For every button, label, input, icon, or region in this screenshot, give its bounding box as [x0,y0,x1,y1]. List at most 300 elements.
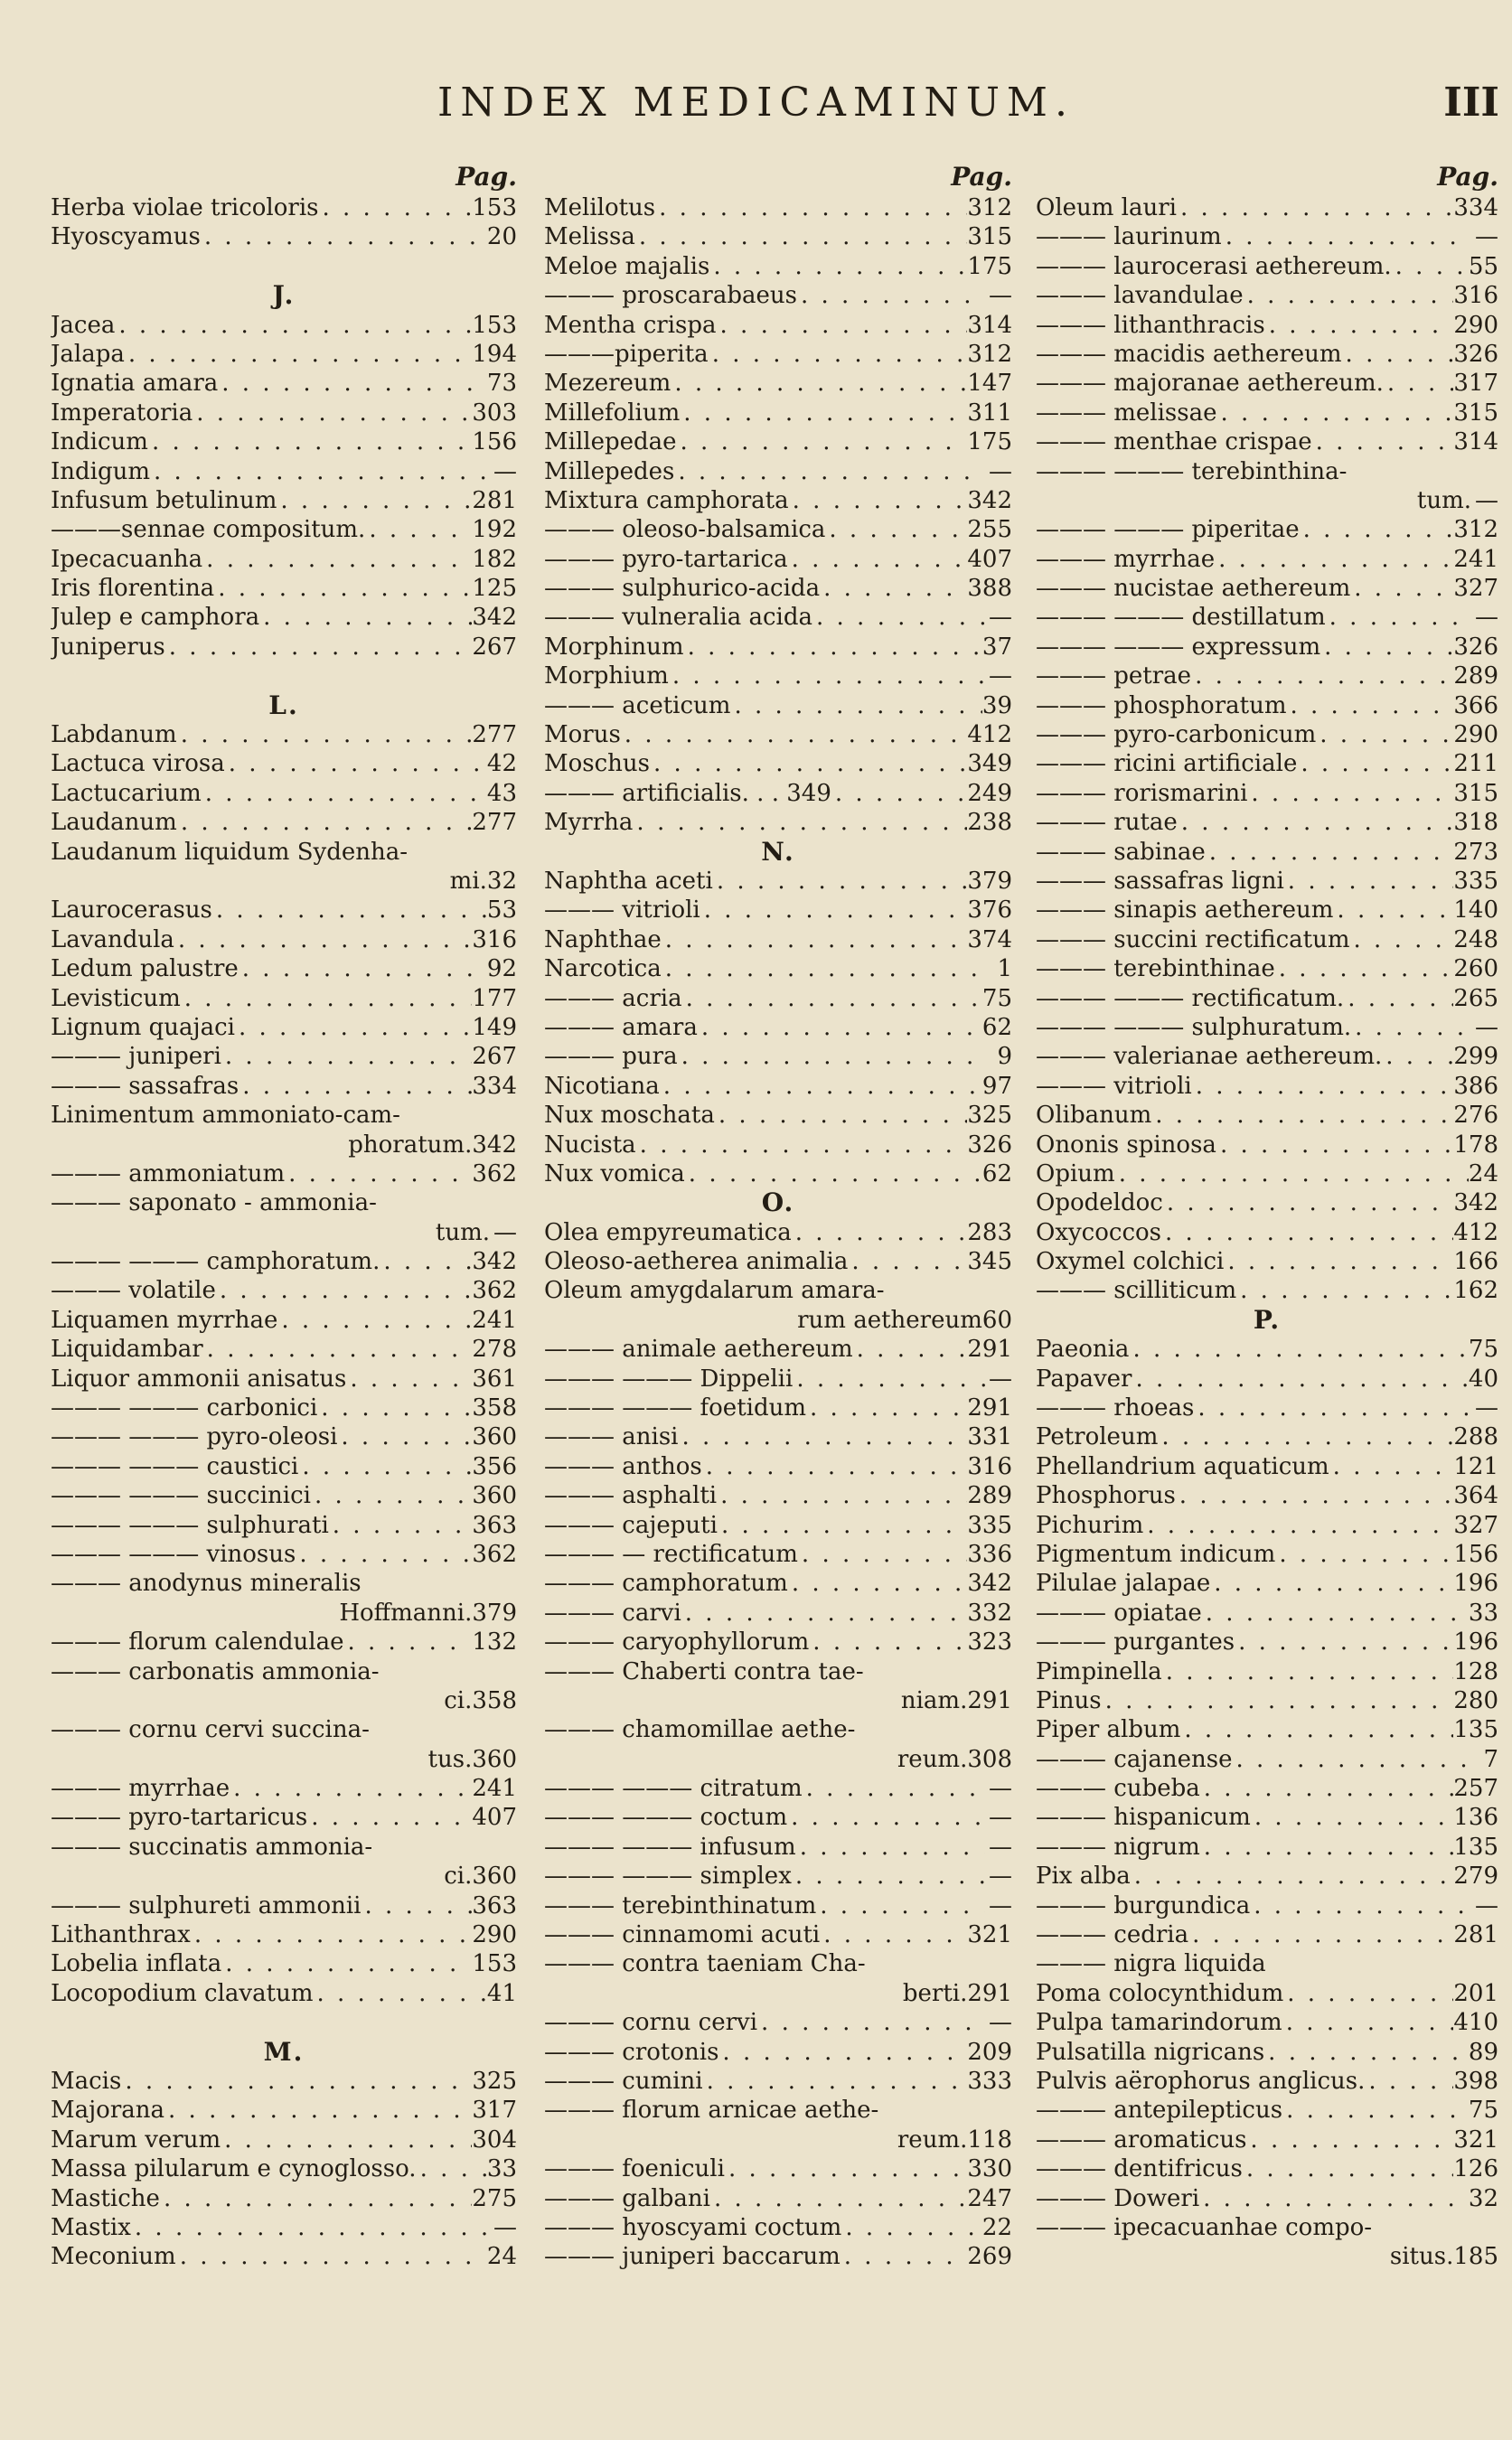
index-entry [1036,1188,1498,1217]
index-entry [544,1599,1012,1628]
entry-page-number: 315 [1453,779,1498,807]
entry-term: Locopodium clavatum [51,1979,314,2007]
entry-term: Lobelia inflata [51,1950,222,1978]
entry-page-number: 316 [472,925,517,953]
entry-page-number: 62 [981,1013,1012,1041]
entry-page-number: 334 [472,1072,517,1100]
entry-page-number: 41 [486,1979,517,2007]
entry-term: ——— cornu cervi succina- [51,1716,370,1744]
entry-term: ——— caryophyllorum [544,1628,810,1656]
entry-term: Naphtha aceti [544,867,713,895]
entry-term: ———piperita [544,340,709,368]
entry-page-number: 22 [981,2213,1012,2241]
entry-term: ——— ——— citratum [544,1775,803,1803]
dot-leader [1192,1072,1454,1101]
entry-term: ——— myrrhae [51,1775,230,1803]
index-entry [544,2213,1012,2242]
entry-page-number: 147 [967,370,1012,398]
index-entry [51,954,517,983]
entry-page-number: 281 [472,486,517,514]
index-entry [544,1715,1012,1744]
dot-leader [277,486,472,515]
entry-page-number: — [1475,604,1498,632]
index-entry [544,896,1012,924]
entry-term: ——— ——— rectificatum. [1036,984,1345,1012]
entry-term: Piper album [1036,1716,1181,1744]
entry-term: Nux vomica [544,1159,685,1187]
entry-page-number: 360 [472,1863,517,1891]
entry-page-number: 407 [472,1804,517,1832]
entry-term: Millefolium [544,399,681,427]
index-entry [544,1013,1012,1042]
entry-page-number: 192 [472,516,517,544]
entry-page-number: — [1475,1891,1498,1919]
entry-page-number: 290 [1453,311,1498,339]
entry-term: ——— pyro-tartarica [544,545,788,573]
entry-term: ——— nucistae aethereum [1036,575,1351,603]
dot-leader [1246,2126,1453,2154]
dot-leader [788,1569,968,1598]
entry-term: ——— aceticum [544,691,731,719]
entry-term: ——— sulphurico-acida [544,575,821,603]
dot-leader [417,2154,487,2183]
entry-term: ———sennae compositum. [51,516,366,544]
entry-term: Pichurim [1036,1511,1144,1539]
dot-leader [1333,896,1453,924]
section-letter-heading: P. [1253,1304,1282,1335]
index-entry [1036,984,1498,1013]
entry-page-number: 388 [967,575,1012,603]
entry-page-number: 326 [1453,633,1498,661]
dot-leader [193,399,472,427]
index-entry [544,984,1012,1013]
index-entry [1036,603,1498,632]
index-entry-continuation [544,1979,1012,2008]
dot-leader [165,633,473,662]
dot-leader [717,1481,967,1510]
index-entry [544,2096,1012,2125]
entry-term: ——— ——— infusum [544,1833,796,1861]
entry-page-number: 53 [486,896,517,924]
dot-leader [718,2038,967,2067]
index-entry [544,1042,1012,1071]
index-entry [544,1159,1012,1188]
index-entry [51,427,517,456]
index-entry [544,545,1012,574]
entry-page-number: 241 [472,1306,517,1334]
entry-term: ——— juniperi [51,1043,221,1071]
entry-term: Pinus [1036,1686,1102,1714]
entry-term: Laudanum liquidum Sydenha- [51,838,409,866]
index-entry [1036,2096,1498,2125]
index-entry [1036,515,1498,544]
index-entry [51,1569,517,1598]
index-entry [544,808,1012,837]
index-entry [1036,720,1498,749]
index-entry [1036,1422,1498,1451]
index-entry [544,1365,1012,1394]
index-entry [544,252,1012,281]
entry-term: reum. [897,1745,968,1773]
entry-page-number: 40 [1468,1365,1498,1393]
index-entry-continuation [1036,486,1498,515]
index-entry [544,691,1012,720]
entry-page-number: 335 [967,1511,1012,1539]
entry-term: ——— cubeba [1036,1775,1200,1803]
entry-term: ——— ——— caustici [51,1452,299,1480]
dot-leader [298,1452,472,1481]
index-entry [1036,369,1498,398]
dot-leader [636,1131,968,1159]
index-column-1 [51,161,517,2272]
index-entry [544,222,1012,251]
index-entry [51,2126,517,2154]
entry-term: ——— ——— pyro-oleosi [51,1423,338,1451]
entry-page-number: 276 [1453,1102,1498,1130]
entry-term: mi. [449,867,487,895]
dot-leader [797,281,985,310]
dot-leader [792,1862,985,1891]
index-entry [51,1365,517,1394]
entry-page-number: — [1475,1013,1498,1041]
entry-page-number: 149 [472,1013,517,1041]
index-entry [1036,1042,1498,1071]
entry-page-number: 75 [981,984,1012,1012]
dot-leader [655,193,967,222]
entry-term: Labdanum [51,721,177,749]
entry-page-number: 241 [472,1775,517,1803]
entry-term: ——— saponato - ammonia- [51,1189,377,1217]
entry-term: Julep e camphora [51,604,260,632]
index-entry [1036,1569,1498,1598]
entry-page-number: 312 [967,194,1012,221]
entry-page-number: — [493,457,517,485]
dot-leader [1320,633,1453,662]
entry-term: ——— ricini artificiale [1036,750,1298,778]
dot-leader [1350,574,1453,603]
entry-term: ——— macidis aethereum [1036,340,1342,368]
index-entry [544,427,1012,456]
entry-term: Majorana [51,2097,165,2125]
dot-leader [787,1803,985,1832]
dot-leader [1102,1686,1454,1715]
entry-page-number: 33 [1468,1599,1498,1627]
index-entry [51,838,517,867]
entry-term: Naphthae [544,925,662,953]
dot-leader [681,1599,968,1628]
index-entry [1036,1920,1498,1949]
dot-leader [1244,281,1454,310]
entry-page-number: 255 [967,516,1012,544]
index-entry [51,369,517,398]
entry-page-number: — [493,1218,517,1246]
index-entry [51,749,517,778]
index-entry [544,633,1012,662]
entry-page-number: 363 [472,1511,517,1539]
index-entry-continuation [51,1131,517,1159]
entry-term: rum aethereum [797,1306,982,1334]
entry-term: ——— cornu cervi [544,2009,758,2037]
entry-term: ——— anthos [544,1452,702,1480]
entry-page-number: 366 [1453,691,1498,719]
entry-term: ——— sulphureti ammonii [51,1891,362,1919]
entry-page-number: 360 [472,1745,517,1773]
entry-page-number: 364 [1453,1482,1498,1510]
dot-leader [650,749,967,778]
dot-leader [831,779,967,808]
entry-page-number: 241 [1453,545,1498,573]
index-entry [51,1511,517,1540]
dot-leader [709,340,968,369]
entry-term: Lignum quajaci [51,1013,235,1041]
entry-term: Macis [51,2068,122,2095]
entry-page-number: 323 [967,1628,1012,1656]
entry-page-number: 342 [967,486,1012,514]
dot-leader [710,2184,967,2213]
page-column-heading: Pag. [1437,162,1498,192]
entry-term: Marum verum [51,2126,221,2154]
entry-term: Paeonia [1036,1336,1130,1364]
dot-leader [816,1891,985,1920]
entry-term: ——— lavandulae [1036,282,1244,310]
entry-term: Pix alba [1036,1863,1131,1891]
dot-leader [1143,1511,1453,1540]
index-entry [1036,1657,1498,1686]
entry-term: Mixtura camphorata [544,486,789,514]
dot-leader [221,1949,472,1978]
entry-term: Liquor ammonii anisatus [51,1365,347,1393]
index-entry [1036,662,1498,690]
entry-page-number: 37 [981,633,1012,661]
index-entry [1036,1481,1498,1510]
index-entry-continuation [1036,2242,1498,2271]
entry-page-number: 33 [486,2155,517,2183]
index-entry [51,1101,517,1130]
dot-leader [1236,1276,1453,1305]
index-entry [51,1833,517,1862]
dot-leader [365,515,472,544]
entry-term: Olibanum [1036,1102,1152,1130]
entry-page-number: 247 [967,2184,1012,2212]
entry-term: berti. [902,1979,968,2007]
dot-leader [201,222,487,251]
index-entry [51,1891,517,1920]
dot-leader [730,691,981,720]
index-entry [544,457,1012,486]
dot-leader [313,1979,486,2008]
index-entry [1036,1686,1498,1715]
index-entry [51,1774,517,1803]
entry-term: Ipecacuanha [51,545,203,573]
index-entry [1036,281,1498,310]
entry-term: ——— carvi [544,1599,681,1627]
entry-page-number: — [989,662,1012,690]
entry-term: ——— ——— destillatum [1036,604,1326,632]
index-entry [1036,1833,1498,1862]
entry-page-number: — [989,1775,1012,1803]
dot-leader [1235,1628,1453,1656]
entry-page-number: 257 [1453,1775,1498,1803]
dot-leader [1284,867,1454,896]
dot-leader [1243,2154,1454,2183]
section-letter-heading: L. [268,690,299,720]
dot-leader [718,1511,967,1540]
entry-term: Oleum amygdalarum amara- [544,1277,885,1305]
entry-page-number: 196 [1453,1570,1498,1598]
entry-page-number: 201 [1453,1979,1498,2007]
dot-leader [1342,340,1454,369]
index-entry [51,633,517,662]
dot-leader [820,1920,967,1949]
index-entry [1036,1159,1498,1188]
index-entry [544,1891,1012,1920]
entry-term: reum. [897,2126,968,2154]
index-entry [1036,1365,1498,1394]
entry-page-number: 317 [472,2097,517,2125]
index-entry [544,2067,1012,2096]
index-entry [544,1218,1012,1247]
dot-leader [202,779,487,808]
entry-term: ——— valerianae aethereum. [1036,1043,1383,1071]
index-entry [544,1862,1012,1891]
entry-page-number: 356 [472,1452,517,1480]
entry-page-number: 289 [1453,662,1498,690]
dot-leader [698,1013,982,1042]
entry-page-number: 39 [981,691,1012,719]
entry-page-number: 162 [1453,1277,1498,1305]
entry-page-number: 290 [1453,721,1498,749]
index-entry [51,1013,517,1042]
index-entry [1036,1803,1498,1832]
entry-page-number: 412 [1453,1218,1498,1246]
entry-page-number: 135 [1453,1833,1498,1861]
entry-term: Mezereum [544,370,671,398]
entry-term: Oleum lauri [1036,194,1177,221]
dot-leader [806,1394,967,1422]
dot-leader [160,2184,472,2213]
entry-term: Phosphorus [1036,1482,1176,1510]
entry-page-number: 75 [1468,1336,1498,1364]
dot-leader [796,1833,985,1862]
entry-page-number: 166 [1453,1248,1498,1276]
entry-term: ——— rhoeas [1036,1394,1195,1422]
dot-leader [1312,427,1454,456]
entry-page-number: 374 [967,925,1012,953]
entry-page-number: 334 [1453,194,1498,221]
index-entry-continuation [51,1745,517,1774]
dot-leader [635,222,968,251]
dot-leader [1202,1599,1469,1628]
entry-page-number: 89 [1468,2038,1498,2066]
entry-page-number: 153 [472,1950,517,1978]
entry-term: ——— cedria [1036,1921,1189,1949]
entry-term: ——— petrae [1036,662,1192,690]
entry-page-number: 194 [472,340,517,368]
entry-page-number: 43 [486,779,517,807]
entry-page-number: 153 [472,194,517,221]
dot-leader [702,1452,968,1481]
dot-leader [319,193,473,222]
entry-page-number: 20 [486,223,517,251]
entry-page-number: 265 [1453,984,1498,1012]
entry-page-number: 321 [1453,2126,1498,2154]
dot-leader [346,1365,472,1394]
entry-term: ——— ——— succinici [51,1482,311,1510]
entry-term: ——— laurocerasi aethereum. [1036,252,1392,280]
index-entry [544,281,1012,310]
entry-page-number: — [1475,486,1498,514]
entry-term: Ledum palustre [51,955,239,983]
entry-term: Indicum [51,428,148,456]
entry-page-number: 175 [967,252,1012,280]
index-entry [51,2242,517,2271]
dot-leader [307,1803,472,1832]
entry-page-number: 177 [472,984,517,1012]
entry-page-number: 317 [1453,370,1498,398]
entry-page-number: 196 [1453,1628,1498,1656]
entry-term: Pulvis aërophorus anglicus. [1036,2068,1366,2095]
entry-page-number: 407 [967,545,1012,573]
section-spacer [51,662,517,690]
dot-leader [239,954,487,983]
dot-leader [1350,925,1454,954]
entry-term: ci. [444,1686,473,1714]
dot-leader [1275,1540,1453,1569]
entry-page-number: 291 [967,1336,1012,1364]
entry-page-number: — [989,1863,1012,1891]
index-entry [1036,1247,1498,1276]
entry-term: ——— pura [544,1043,678,1071]
entry-term: ——— volatile [51,1277,216,1305]
entry-term: ——— sabinae [1036,838,1206,866]
entry-page-number: 316 [967,1452,1012,1480]
entry-term: Opodeldoc [1036,1189,1163,1217]
entry-term: ——— terebinthinae [1036,955,1275,983]
entry-page-number: 60 [981,1306,1012,1334]
entry-page-number: 379 [472,1599,517,1627]
entry-page-number: 345 [967,1248,1012,1276]
dot-leader [682,984,982,1013]
index-entry [51,222,517,251]
dot-leader [181,984,473,1013]
entry-term: Oxymel colchici [1036,1248,1225,1276]
dot-leader [680,399,967,427]
entry-term: Laudanum [51,809,177,837]
index-entry [544,2038,1012,2067]
dot-leader [1283,1979,1453,2008]
entry-term: Opium [1036,1159,1115,1187]
entry-term: Hyoscyamus [51,223,201,251]
dot-leader [230,1774,472,1803]
index-entry [544,399,1012,427]
entry-page-number: 303 [472,399,517,427]
index-entry [51,1979,517,2008]
index-entry [51,486,517,515]
entry-page-number: — [989,457,1012,485]
index-entry [544,1774,1012,1803]
entry-term: ——— anisi [544,1423,679,1451]
entry-term: ——— dentifricus [1036,2155,1243,2183]
entry-page-number: 331 [967,1423,1012,1451]
index-entry [1036,193,1498,222]
dot-leader [757,2008,985,2037]
entry-term: ——— foeniculi [544,2155,725,2183]
entry-page-number: 291 [967,1686,1012,1714]
entry-term: ——— pyro-carbonicum [1036,721,1317,749]
entry-term: ——— succinatis ammonia- [51,1833,373,1861]
entry-term: ——— sassafras ligni [1036,867,1284,895]
dot-leader [203,1335,473,1364]
